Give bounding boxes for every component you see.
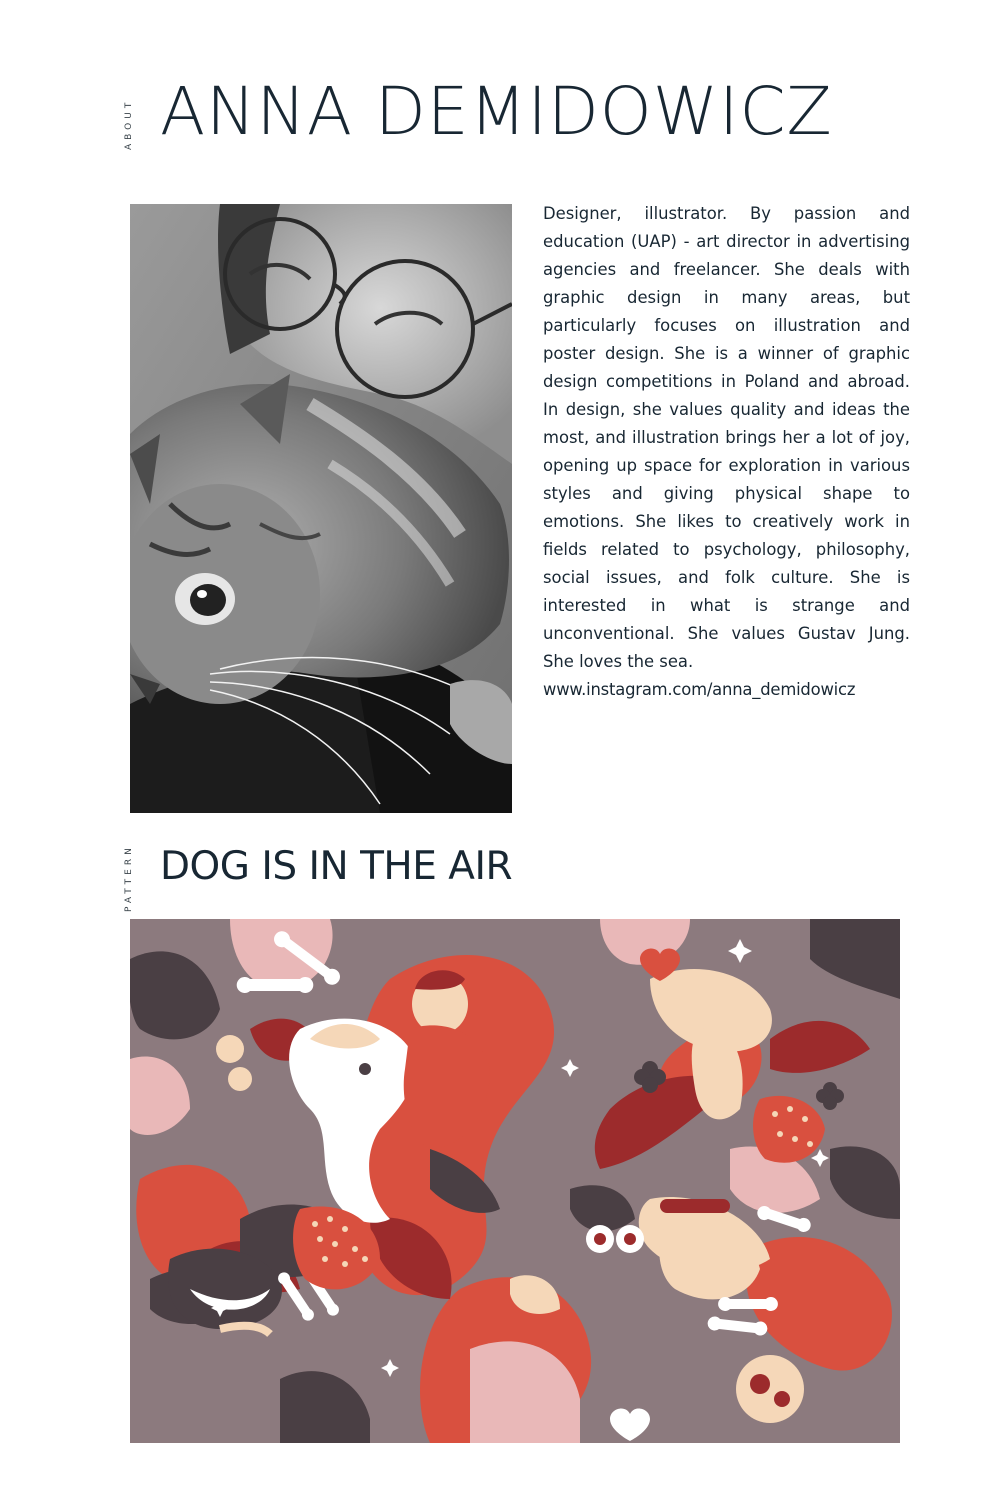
pattern-side-label: PATTERN <box>124 844 134 912</box>
pattern-illustration <box>130 919 900 1443</box>
designer-name-title: ANNA DEMIDOWICZ <box>160 73 833 150</box>
bio-paragraph: Designer, illustrator. By passion and education (UAP) - art director in advertising agencies and freelancer. She deals with graphic design in many areas, but particularly focuses on illustration and poster design. She is a winner of graphic design competitions in Poland and abroad. In design, she values quality and ideas the most, and illustration brings her a lot of joy, opening up space for exploration in various styles and giving physical shape to emotions. She likes to creatively work in fields related to psychology, philosophy, social issues, and folk culture. She is interested in what is strange and unconventional. She values Gustav Jung. She loves the sea. <box>543 204 910 671</box>
portrait-illustration <box>130 204 512 813</box>
bio-text-block <box>543 200 910 704</box>
pattern-title: DOG IS IN THE AIR <box>160 844 513 889</box>
about-side-label: ABOUT <box>124 98 134 150</box>
instagram-link[interactable]: www.instagram.com/anna_demidowicz <box>543 680 856 699</box>
portrait-photo <box>130 204 512 813</box>
pattern-artwork <box>130 919 900 1443</box>
